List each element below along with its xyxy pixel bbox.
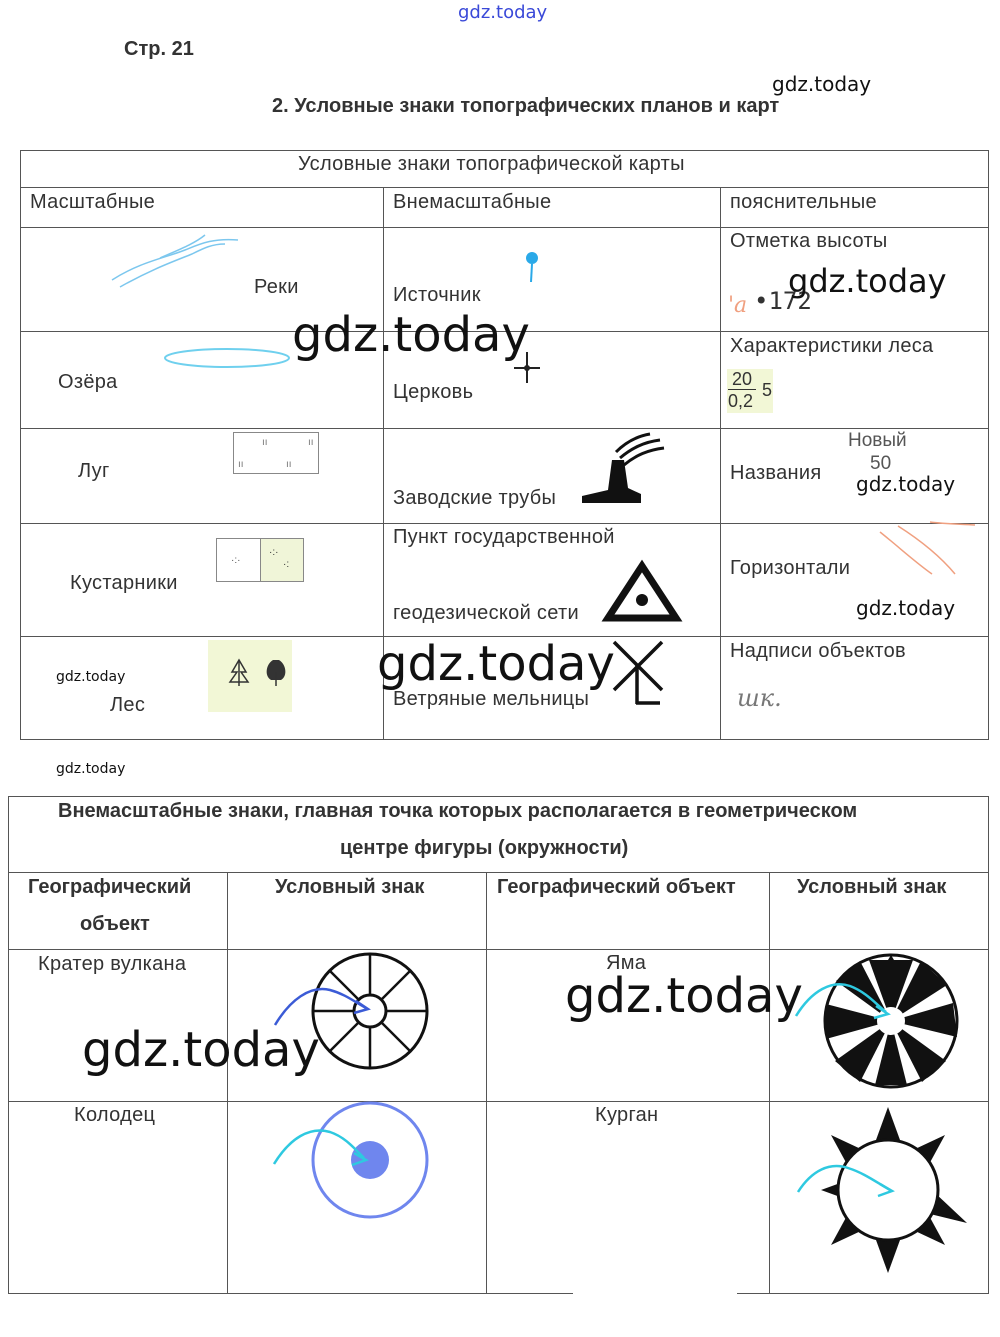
names-label: Названия bbox=[730, 462, 822, 484]
name-sample-word: Новый bbox=[848, 430, 907, 451]
watermark: gdz.today bbox=[56, 669, 126, 685]
watermark: gdz.today bbox=[772, 72, 872, 96]
watermark: gdz.today bbox=[377, 636, 615, 692]
table2-caption-2: центре фигуры (окружности) bbox=[340, 837, 629, 859]
watermark: gdz.today bbox=[82, 1022, 320, 1078]
kurgan-pointer-arrow-icon bbox=[0, 0, 1, 1]
contours-label: Горизонтали bbox=[730, 557, 851, 579]
watermark: gdz.today bbox=[788, 262, 947, 300]
watermark: gdz.today bbox=[56, 761, 126, 777]
kurgan-label: Курган bbox=[595, 1104, 659, 1126]
watermark: gdz.today bbox=[292, 307, 530, 363]
elevation-label: Отметка высоты bbox=[730, 230, 888, 252]
legend-caption: Условные знаки топографической карты bbox=[298, 153, 685, 175]
inscription-sample: шк. bbox=[737, 684, 782, 712]
geodetic-point-label-1: Пункт государственной bbox=[393, 526, 615, 548]
shrubs-icon: ·:· ·:· ·: bbox=[216, 538, 304, 582]
col-sign-1: Условный знак bbox=[275, 876, 425, 898]
windmills-label: Ветряные мельницы bbox=[393, 688, 590, 710]
col-object-1: Географический bbox=[28, 876, 192, 898]
forest-characteristics-label: Характеристики леса bbox=[730, 335, 934, 357]
page-label: Стр. 21 bbox=[124, 38, 194, 60]
church-label: Церковь bbox=[393, 381, 474, 403]
factory-chimneys-label: Заводские трубы bbox=[393, 487, 557, 509]
shrubs-label: Кустарники bbox=[70, 572, 178, 594]
col-sign-2: Условный знак bbox=[797, 876, 947, 898]
forest-label: Лес bbox=[110, 694, 146, 716]
header-scale: Масштабные bbox=[30, 191, 156, 213]
well-label: Колодец bbox=[74, 1104, 156, 1126]
col-object-right: Географический объект bbox=[497, 876, 736, 898]
meadow-label: Луг bbox=[78, 460, 110, 482]
name-sample-number: 50 bbox=[870, 453, 892, 474]
pit-label: Яма bbox=[606, 952, 647, 974]
watermark: gdz.today bbox=[856, 472, 956, 496]
table2-caption-1: Внемасштабные знаки, главная точка которых располагается в геометрическом bbox=[58, 800, 858, 822]
geodetic-point-label-2: геодезической сети bbox=[393, 602, 579, 624]
header-nonscale: Внемасштабные bbox=[393, 191, 552, 213]
col-object-2: объект bbox=[80, 913, 150, 935]
rivers-label: Реки bbox=[254, 276, 299, 298]
watermark: gdz.today bbox=[565, 968, 803, 1024]
watermark-top: gdz.today bbox=[458, 2, 548, 23]
watermark: gdz.today bbox=[856, 596, 956, 620]
lakes-label: Озёра bbox=[58, 371, 118, 393]
meadow-icon: ıı ıı ıı ıı bbox=[233, 432, 319, 474]
crater-label: Кратер вулкана bbox=[38, 953, 187, 975]
elevation-marker: 'a bbox=[728, 293, 748, 318]
object-inscriptions-label: Надписи объектов bbox=[730, 640, 906, 662]
elevation-value: •172 bbox=[754, 287, 812, 315]
section-title: 2. Условные знаки топографических планов и карт bbox=[272, 95, 780, 117]
header-explanatory: пояснительные bbox=[730, 191, 877, 213]
forest-characteristics-sign: 20 0,2 5 bbox=[728, 369, 773, 411]
spring-label: Источник bbox=[393, 284, 481, 306]
